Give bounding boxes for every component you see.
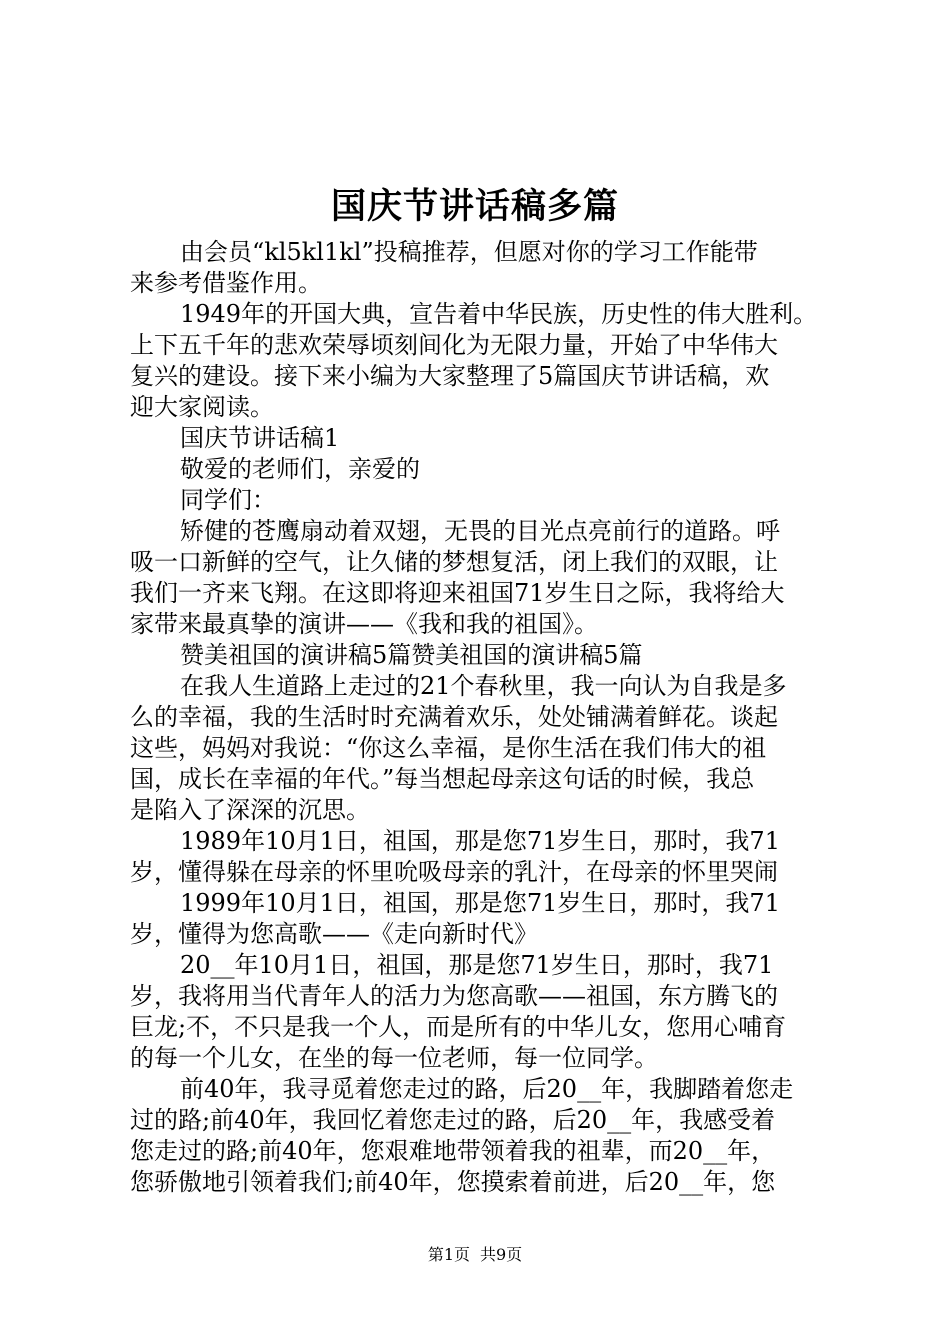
paragraph: [130, 516, 834, 640]
page-total: 共9页: [480, 1245, 523, 1264]
paragraph-line: 岁，我将用当代青年人的活力为您高歌——祖国，东方腾飞的: [130, 982, 778, 1010]
paragraph-line: 20__年10月1日，祖国，那是您71岁生日，那时，我71: [180, 951, 774, 979]
paragraph-line: 来参考借鉴作用。: [130, 269, 322, 297]
paragraph: [130, 237, 834, 299]
paragraph-line: 敬爱的老师们，亲爱的: [180, 455, 420, 483]
paragraph-line: 您走过的路;前40年，您艰难地带领着我的祖辈，而20__年，: [130, 1137, 776, 1165]
page-footer: [0, 1243, 950, 1267]
paragraph: [130, 950, 834, 1074]
paragraph-line: 岁，懂得躲在母亲的怀里吮吸母亲的乳汁，在母亲的怀里哭闹: [130, 858, 778, 886]
paragraph-line: 同学们：: [180, 486, 276, 514]
paragraph-line: 前40年，我寻觅着您走过的路，后20__年，我脚踏着您走: [180, 1075, 794, 1103]
paragraph-line: 由会员“kl5kl1kl”投稿推荐，但愿对你的学习工作能带: [180, 238, 758, 266]
paragraph: [130, 1074, 834, 1198]
paragraph-line: 迎大家阅读。: [130, 393, 274, 421]
paragraph-line: 这些，妈妈对我说：“你这么幸福，是你生活在我们伟大的祖: [130, 734, 767, 762]
paragraph-line: 在我人生道路上走过的21个春秋里，我一向认为自我是多: [180, 672, 787, 700]
paragraph-line: 1949年的开国大典，宣告着中华民族，历史性的伟大胜利。: [180, 300, 818, 328]
paragraph: [130, 485, 834, 516]
paragraph-line: 吸一口新鲜的空气，让久储的梦想复活，闭上我们的双眼，让: [130, 548, 778, 576]
paragraph: [130, 888, 834, 950]
paragraph-line: 我们一齐来飞翔。在这即将迎来祖国71岁生日之际，我将给大: [130, 579, 785, 607]
paragraph-line: 么的幸福，我的生活时时充满着欢乐，处处铺满着鲜花。谈起: [130, 703, 778, 731]
document-title: 国庆节讲话稿多篇: [330, 186, 619, 227]
page-number: 第1页: [427, 1245, 470, 1264]
paragraph-line: 的每一个儿女，在坐的每一位老师，每一位同学。: [130, 1044, 658, 1072]
paragraph-line: 1989年10月1日，祖国，那是您71岁生日，那时，我71: [180, 827, 780, 855]
paragraph-line: 家带来最真挚的演讲——《我和我的祖国》。: [130, 610, 598, 638]
paragraph-line: 矫健的苍鹰扇动着双翅，无畏的目光点亮前行的道路。呼: [180, 517, 780, 545]
paragraph: [130, 299, 834, 423]
paragraph-line: 国庆节讲话稿1: [180, 424, 340, 452]
paragraph-line: 是陷入了深深的沉思。: [130, 796, 370, 824]
paragraph-line: 国，成长在幸福的年代。”每当想起母亲这句话的时候，我总: [130, 765, 755, 793]
paragraph: [130, 671, 834, 826]
document-body: [130, 237, 834, 1198]
paragraph: [130, 454, 834, 485]
paragraph: [130, 640, 834, 671]
paragraph-line: 您骄傲地引领着我们;前40年，您摸索着前进，后20__年，您: [130, 1168, 776, 1196]
paragraph-line: 1999年10月1日，祖国，那是您71岁生日，那时，我71: [180, 889, 780, 917]
paragraph-line: 复兴的建设。接下来小编为大家整理了5篇国庆节讲话稿，欢: [130, 362, 770, 390]
paragraph: [130, 826, 834, 888]
paragraph: [130, 423, 834, 454]
paragraph-line: 巨龙;不，不只是我一个人，而是所有的中华儿女，您用心哺育: [130, 1013, 787, 1041]
paragraph-line: 过的路;前40年，我回忆着您走过的路，后20__年，我感受着: [130, 1106, 776, 1134]
paragraph-line: 岁，懂得为您高歌——《走向新时代》: [130, 920, 538, 948]
paragraph-line: 赞美祖国的演讲稿5篇赞美祖国的演讲稿5篇: [180, 641, 643, 669]
paragraph-line: 上下五千年的悲欢荣辱顷刻间化为无限力量，开始了中华伟大: [130, 331, 778, 359]
